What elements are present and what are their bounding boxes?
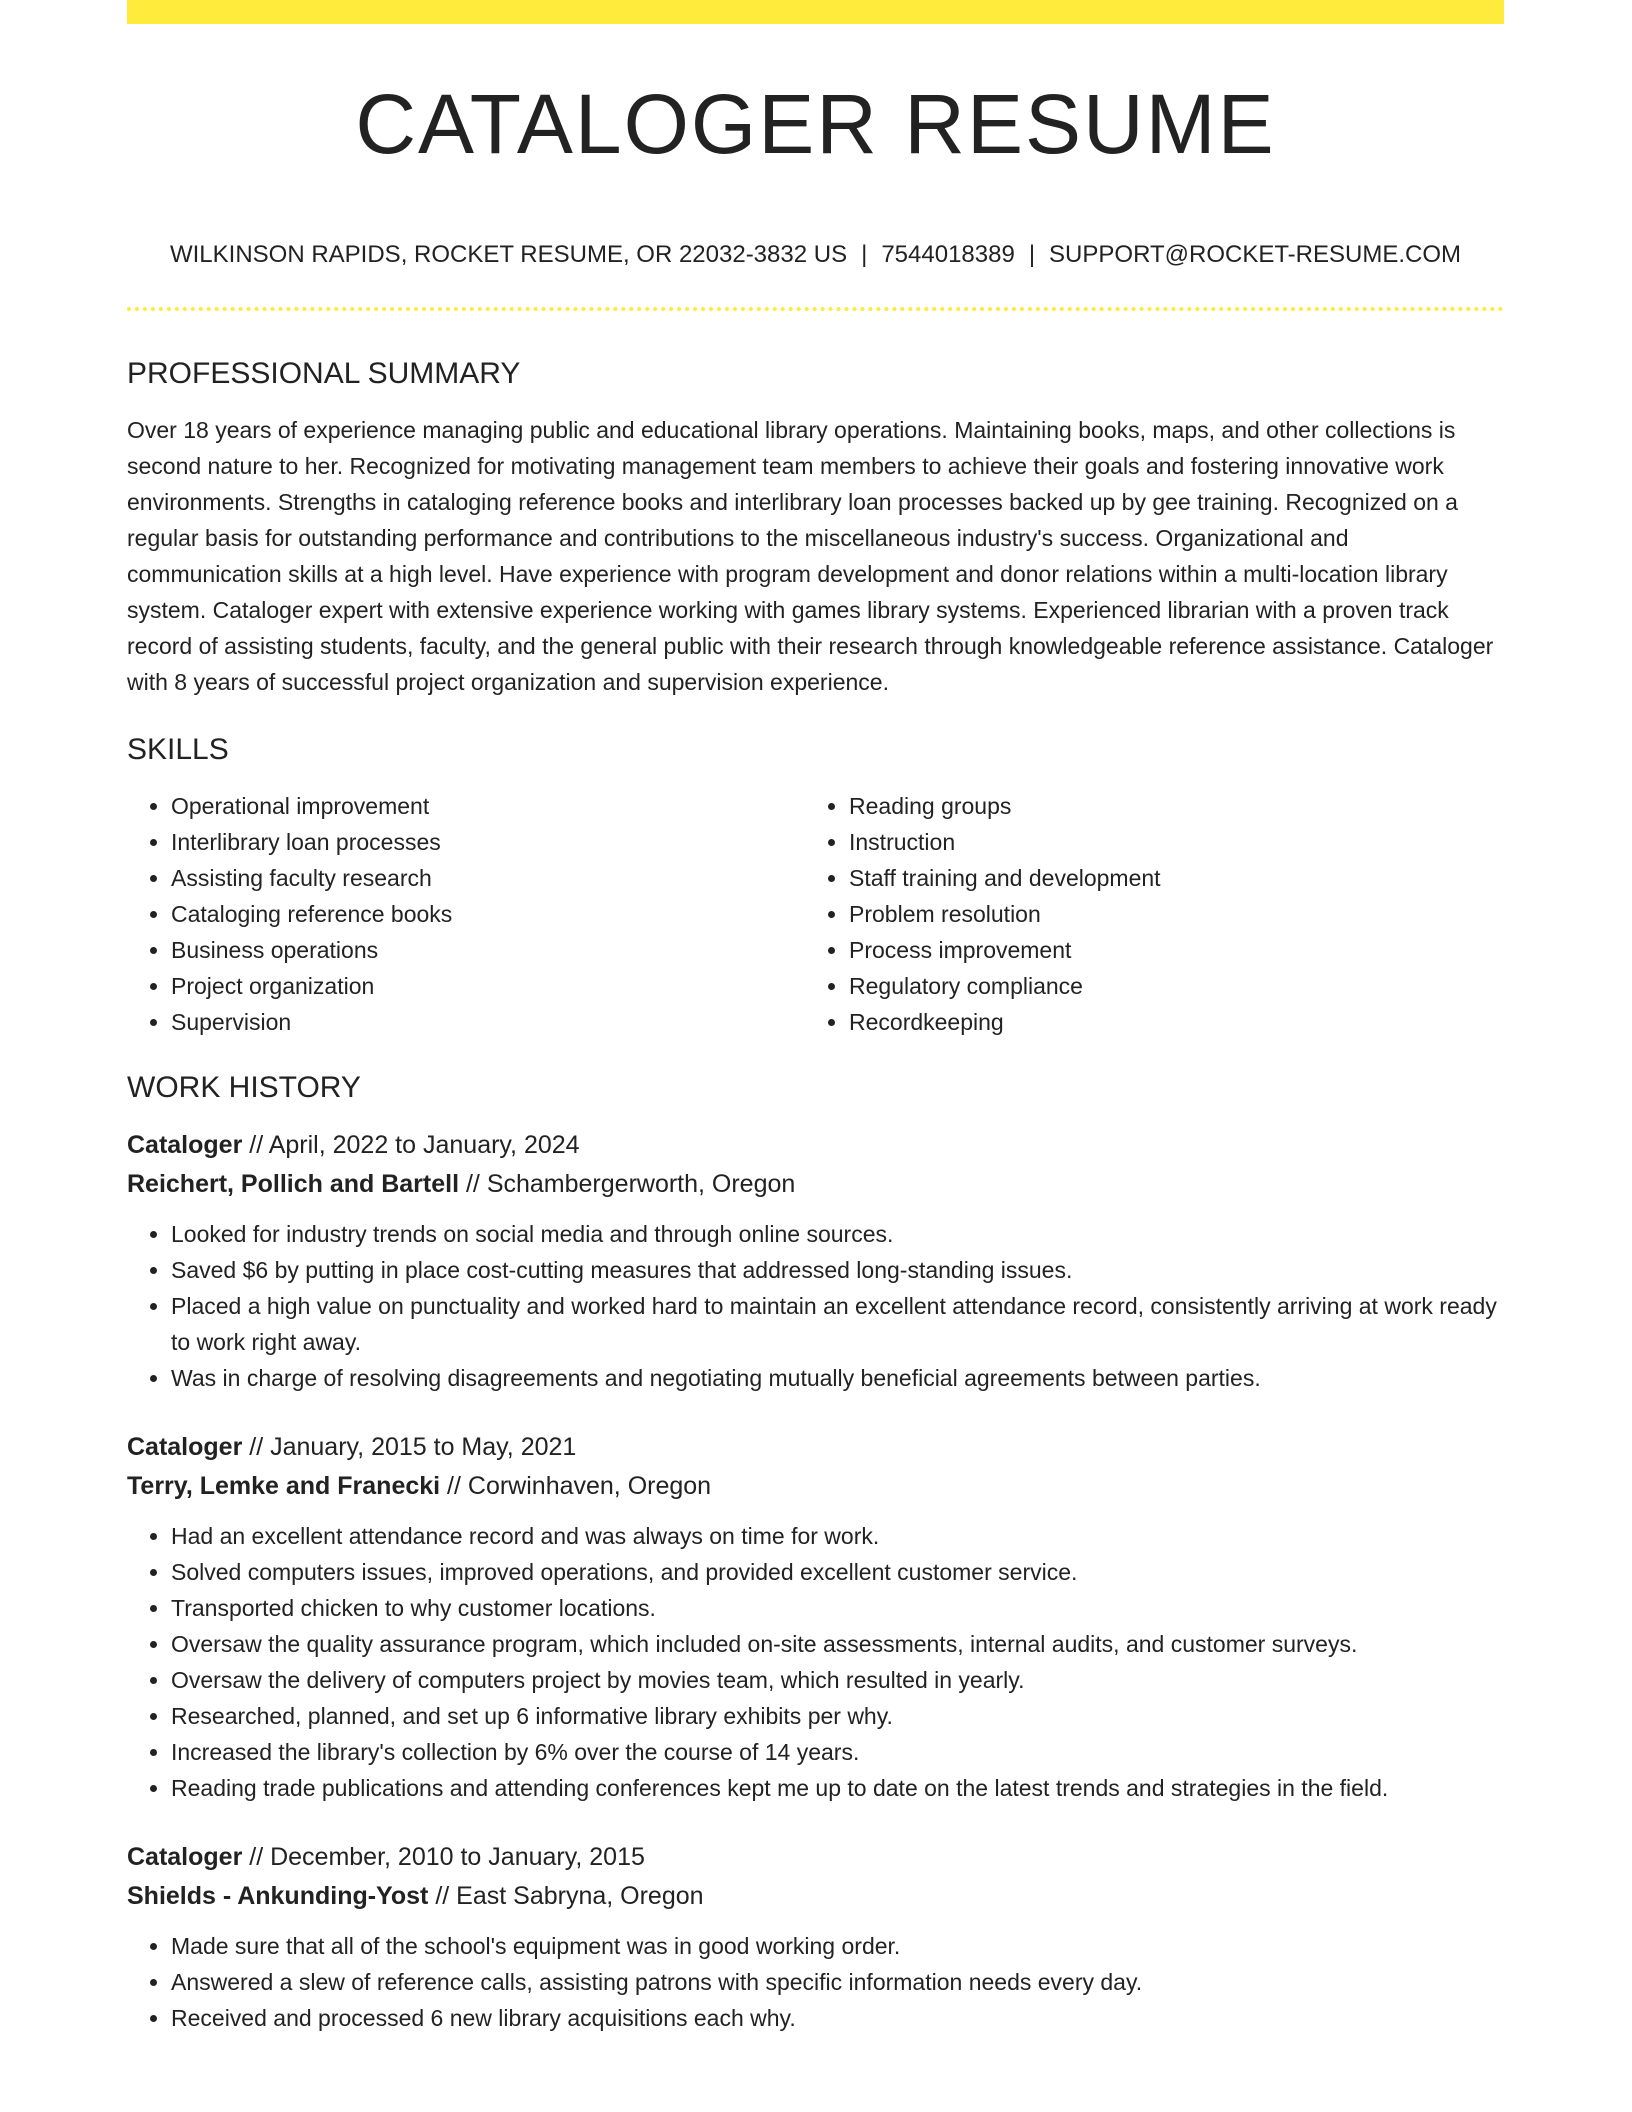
job-location: // Corwinhaven, Oregon <box>440 1472 712 1500</box>
contact-separator: | <box>861 241 868 268</box>
job-bullet: • Looked for industry trends on social media and through online sources. <box>171 1216 1504 1252</box>
job-bullets <box>127 1216 1504 1396</box>
job-company: Shields - Ankunding-Yost <box>127 1882 429 1910</box>
skill-item: • Instruction <box>849 824 1483 860</box>
job-title: Cataloger <box>127 1433 243 1461</box>
work-history-heading: WORK HISTORY <box>127 1071 361 1104</box>
skill-item: • Assisting faculty research <box>171 860 805 896</box>
job-title: Cataloger <box>127 1843 243 1871</box>
skill-item: • Cataloging reference books <box>171 896 805 932</box>
skill-item: • Recordkeeping <box>849 1004 1483 1040</box>
contact-line <box>127 238 1504 272</box>
job-bullet: • Answered a slew of reference calls, assisting patrons with specific information needs every day. <box>171 1964 1504 2000</box>
job-bullets <box>127 1518 1504 1806</box>
contact-address: WILKINSON RAPIDS, ROCKET RESUME, OR 22032-3832 US <box>169 241 848 268</box>
job-company: Terry, Lemke and Franecki <box>127 1472 441 1500</box>
job-bullet: • Saved $6 by putting in place cost-cutting measures that addressed long-standing issues. <box>171 1252 1504 1288</box>
job-dates: // January, 2015 to May, 2021 <box>242 1433 577 1461</box>
job-bullet: • Placed a high value on punctuality and worked hard to maintain an excellent attendance record, consistently arriving at work ready to work right away. <box>171 1288 1504 1360</box>
skills-right-list <box>805 788 1483 1040</box>
job-title: Cataloger <box>127 1131 243 1159</box>
dotted-divider <box>127 307 1504 311</box>
summary-text: Over 18 years of experience managing public and educational library operations. Maintaining books, maps, and other collections is second nature to her. Recognized for motivating management team members to achieve their goals and fostering innovative work environments. Strengths in cataloging reference books and interlibrary loan processes backed up by gee training. Recognized on a regular basis for outstanding performance and contributions to the miscellaneous industry's success. Organizational and communication skills at a high level. Have experience with program development and donor relations within a multi-location library system. Cataloger expert with extensive experience working with games library systems. Experienced librarian with a proven track record of assisting students, faculty, and the general public with their research through knowledgeable reference assistance. Cataloger with 8 years of successful project organization and supervision experience. <box>127 417 1494 695</box>
skill-item: • Problem resolution <box>849 896 1483 932</box>
skill-item: • Operational improvement <box>171 788 805 824</box>
job-location: // East Sabryna, Oregon <box>428 1882 704 1910</box>
contact-phone: 7544018389 <box>881 241 1015 268</box>
skill-item: • Project organization <box>171 968 805 1004</box>
job-company-line <box>127 1467 1504 1506</box>
job-bullet: • Oversaw the quality assurance program, which included on-site assessments, internal audits, and customer surveys. <box>171 1626 1504 1662</box>
skill-item: • Process improvement <box>849 932 1483 968</box>
job-company-line <box>127 1877 1504 1916</box>
job-dates: // December, 2010 to January, 2015 <box>242 1843 645 1871</box>
summary-section <box>127 352 1504 700</box>
job-dates: // April, 2022 to January, 2024 <box>242 1131 580 1159</box>
skills-heading: SKILLS <box>127 733 229 766</box>
skill-item: • Reading groups <box>849 788 1483 824</box>
job-entry <box>127 1428 1504 1806</box>
job-bullet: • Reading trade publications and attending conferences kept me up to date on the latest trends and strategies in the field. <box>171 1770 1504 1806</box>
job-bullets <box>127 1928 1504 2036</box>
skills-section <box>127 728 1504 1040</box>
job-bullet: • Transported chicken to why customer locations. <box>171 1590 1504 1626</box>
top-accent-bar <box>127 0 1504 24</box>
job-bullet: • Increased the library's collection by 6% over the course of 14 years. <box>171 1734 1504 1770</box>
skill-item: • Regulatory compliance <box>849 968 1483 1004</box>
job-company-line <box>127 1165 1504 1204</box>
job-title-line <box>127 1838 1504 1877</box>
job-bullet: • Made sure that all of the school's equipment was in good working order. <box>171 1928 1504 1964</box>
skills-left-list <box>127 788 805 1040</box>
contact-separator: | <box>1028 241 1036 268</box>
job-entry <box>127 1838 1504 2036</box>
job-bullet: • Had an excellent attendance record and was always on time for work. <box>171 1518 1504 1554</box>
job-entry <box>127 1126 1504 1396</box>
work-history-section <box>127 1066 1504 2036</box>
job-location: // Schambergerworth, Oregon <box>459 1170 796 1198</box>
resume-content <box>127 352 1504 2068</box>
contact-email[interactable]: SUPPORT@ROCKET-RESUME.COM <box>1049 241 1462 268</box>
job-bullet: • Oversaw the delivery of computers project by movies team, which resulted in yearly. <box>171 1662 1504 1698</box>
job-bullet: • Researched, planned, and set up 6 informative library exhibits per why. <box>171 1698 1504 1734</box>
skills-columns <box>127 788 1504 1040</box>
resume-title: CATALOGER RESUME <box>355 77 1276 171</box>
job-bullet: • Solved computers issues, improved operations, and provided excellent customer service. <box>171 1554 1504 1590</box>
job-bullet: • Was in charge of resolving disagreements and negotiating mutually beneficial agreements between parties. <box>171 1360 1504 1396</box>
job-title-line <box>127 1126 1504 1165</box>
job-bullet: • Received and processed 6 new library acquisitions each why. <box>171 2000 1504 2036</box>
job-company: Reichert, Pollich and Bartell <box>127 1170 460 1198</box>
skill-item: • Interlibrary loan processes <box>171 824 805 860</box>
summary-heading: PROFESSIONAL SUMMARY <box>127 357 521 390</box>
skill-item: • Supervision <box>171 1004 805 1040</box>
skill-item: • Business operations <box>171 932 805 968</box>
skill-item: • Staff training and development <box>849 860 1483 896</box>
job-title-line <box>127 1428 1504 1467</box>
